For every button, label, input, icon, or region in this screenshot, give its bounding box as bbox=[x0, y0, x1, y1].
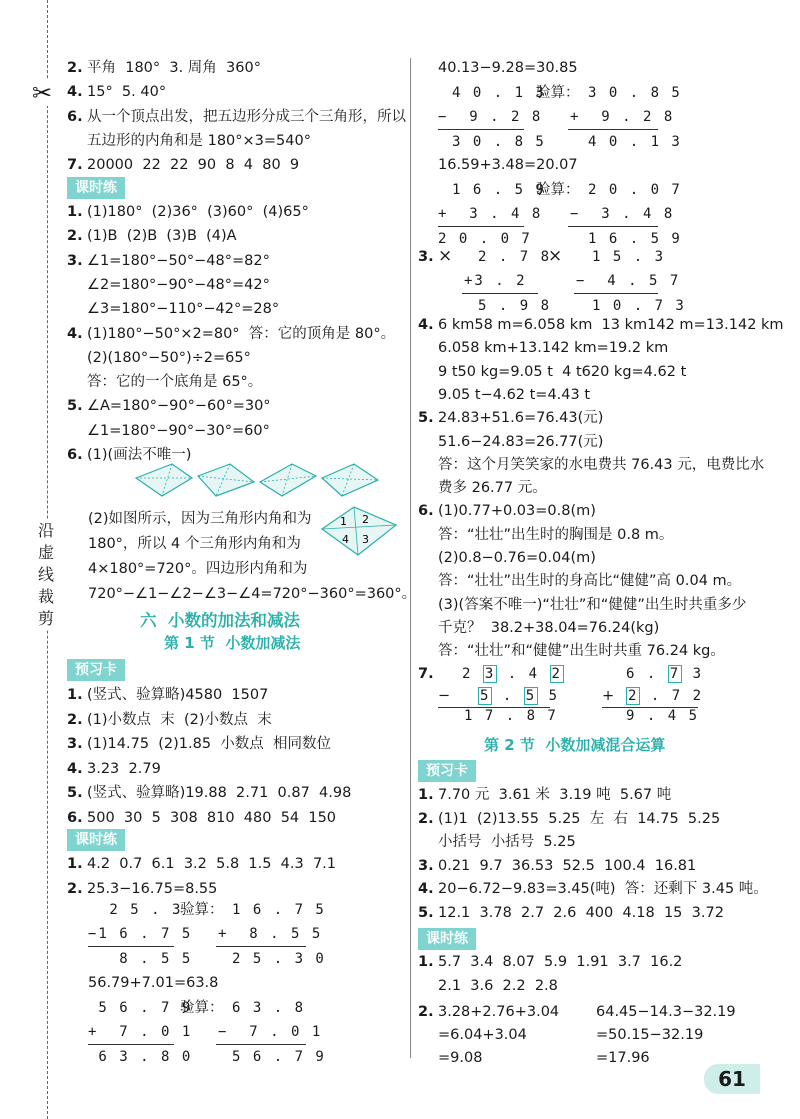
left-top-line: 15° 5. 40° bbox=[87, 84, 167, 101]
lesson1-line: (2)(180°−50°)÷2=65° bbox=[87, 349, 251, 366]
quadrilateral-figures bbox=[132, 458, 382, 502]
angle-label-4: 4 bbox=[342, 533, 349, 546]
lesson1-line: (1)180°−50°×2=80° 答：它的顶角是 80°。 bbox=[87, 325, 396, 342]
right-a-line: 9.05 t−4.62 t=4.43 t bbox=[438, 386, 591, 403]
q2-left-1: 3.28+2.76+3.04 bbox=[438, 1004, 560, 1020]
boxed-digit: 3 bbox=[484, 666, 496, 682]
q7-right-op: + bbox=[602, 688, 615, 704]
q6-part2-line-3: 4×180°=720°。四边形内角和为 bbox=[88, 561, 308, 577]
q7-right-res: 9 . 4 5 bbox=[626, 708, 700, 724]
chapter-title: 六 小数的加法和减法 bbox=[140, 611, 300, 630]
q7-right-row2 bbox=[626, 686, 703, 706]
tag-preview-2: 预习卡 bbox=[418, 760, 476, 782]
tag-preview-1: 预习卡 bbox=[67, 659, 125, 681]
q3-b1: +3 . 2 bbox=[464, 273, 527, 289]
v1-b: −1 6 . 7 5 bbox=[88, 926, 193, 942]
left-top-line: 20000 22 22 90 8 4 80 9 bbox=[87, 157, 300, 174]
page-number: 61 bbox=[704, 1064, 760, 1094]
v4-a: 1 6 . 5 9 bbox=[452, 182, 546, 198]
preview2-num: 3. bbox=[418, 857, 434, 874]
v2-cr: 5 6 . 7 9 bbox=[232, 1049, 326, 1065]
digit: . bbox=[650, 688, 662, 704]
v1-check: 验算： bbox=[180, 902, 224, 918]
eq-16-59: 16.59+3.48=20.07 bbox=[438, 157, 578, 173]
v4-check-line bbox=[568, 226, 658, 227]
left-top-line: 五边形的内角和是 180°×3=540° bbox=[87, 132, 311, 149]
v1-a: 2 5 . 3 bbox=[99, 902, 183, 918]
lesson1-line: ∠2=180°−90°−48°=42° bbox=[87, 276, 270, 293]
eq-56-79: 56.79+7.01=63.8 bbox=[88, 975, 219, 991]
boxed-digit: 5 bbox=[480, 688, 491, 704]
lesson1-line: (1)(画法不唯一) bbox=[87, 447, 192, 463]
digit: 6 bbox=[626, 666, 637, 682]
digit: . bbox=[507, 666, 519, 682]
v3-r: 3 0 . 8 5 bbox=[452, 134, 546, 150]
lesson1-line: 答：它的一个底角是 65°。 bbox=[87, 374, 263, 391]
right-a-line: (3)(答案不唯一)“壮壮”和“健健”出生时共重多少 bbox=[438, 596, 747, 613]
v3-line bbox=[438, 129, 524, 130]
angle-label-3: 3 bbox=[362, 533, 369, 546]
v1-line bbox=[88, 946, 174, 947]
v1-check-line bbox=[216, 946, 306, 947]
preview2-line: 0.21 9.7 36.53 52.5 100.4 16.81 bbox=[438, 857, 697, 874]
preview1-line: (1)14.75 (2)1.85 小数点 相同数位 bbox=[87, 736, 332, 752]
right-a-num: 4. bbox=[418, 317, 434, 333]
v4-b: + 3 . 4 8 bbox=[438, 206, 543, 222]
lesson1-line: (1)B (2)B (3)B (4)A bbox=[87, 228, 237, 245]
lesson1-line: (1)180° (2)36° (3)60° (4)65° bbox=[87, 204, 309, 220]
boxed-digit: 7 bbox=[669, 666, 681, 682]
digit: 3 bbox=[692, 666, 704, 682]
v2-a: 5 6 . 7 9 bbox=[88, 1000, 193, 1016]
preview1-line: (竖式、验算略)4580 1507 bbox=[87, 687, 269, 703]
q3-r2: 1 0 . 7 3 bbox=[592, 298, 686, 314]
q3-num: 3. bbox=[418, 249, 434, 265]
v1-cb: + 8 . 5 5 bbox=[218, 926, 323, 942]
q7-left-res: 1 7 . 8 7 bbox=[464, 708, 558, 724]
digit: . bbox=[502, 688, 514, 704]
q6-part2-line-4: 720°−∠1−∠2−∠3−∠4=720°−360°=360°。 bbox=[88, 586, 417, 602]
preview2-line: (1)1 (2)13.55 5.25 左 右 14.75 5.25 bbox=[438, 810, 721, 827]
v3-check: 验算： bbox=[536, 85, 580, 101]
v3-cr: 4 0 . 1 3 bbox=[588, 134, 682, 150]
preview1-line: 3.23 2.79 bbox=[87, 760, 161, 777]
right-a-line: 6 km58 m=6.058 km 13 km142 m=13.142 km bbox=[438, 317, 784, 333]
preview2-num: 4. bbox=[418, 881, 434, 897]
preview1-num: 3. bbox=[67, 736, 83, 752]
right-a-line: 答：这个月笑笑家的水电费共 76.43 元，电费比水 bbox=[438, 456, 765, 473]
eq-40-13: 40.13−9.28=30.85 bbox=[438, 60, 578, 76]
digit: 2 bbox=[462, 666, 473, 682]
q7-left-op: − bbox=[438, 688, 451, 704]
section-1-title: 第 1 节 小数加减法 bbox=[164, 634, 301, 652]
v4-ca: 2 0 . 0 7 bbox=[588, 182, 682, 198]
preview1-num: 4. bbox=[67, 760, 83, 777]
digit: 2 bbox=[692, 688, 704, 704]
preview2-num: 2. bbox=[418, 810, 434, 827]
q7-left-row1 bbox=[462, 664, 564, 684]
tag-lesson-practice-2: 课时练 bbox=[67, 829, 125, 851]
v3-check-line bbox=[568, 129, 658, 130]
q3-mark2: × bbox=[548, 246, 563, 266]
lesson2-num: 1. bbox=[67, 856, 83, 872]
preview2-line: 20−6.72−9.83=3.45(吨) 答：还剩下 3.45 吨。 bbox=[438, 881, 768, 897]
q2-right-2: =50.15−32.19 bbox=[596, 1027, 704, 1043]
q6-part2-line-1: (2)如图所示，因为三角形内角和为 bbox=[88, 511, 312, 527]
boxed-digit: 2 bbox=[551, 666, 562, 682]
preview1-num: 6. bbox=[67, 809, 83, 826]
right-a-line: 答：“壮壮”和“健健”出生时共重 76.24 kg。 bbox=[438, 643, 725, 660]
lesson1-num: 5. bbox=[67, 398, 83, 415]
right-a-line: (2)0.8−0.76=0.04(m) bbox=[438, 550, 596, 566]
lesson1-line: ∠1=180°−50°−48°=82° bbox=[87, 252, 270, 269]
v1-r: 8 . 5 5 bbox=[88, 951, 193, 967]
v2-check-line bbox=[216, 1044, 306, 1045]
digit: 5 bbox=[548, 688, 560, 704]
v1-cr: 2 5 . 3 0 bbox=[232, 951, 326, 967]
q3-a1: 2 . 7 8 bbox=[478, 249, 552, 265]
q3-mark1: × bbox=[438, 246, 453, 266]
left-top-num: 2. bbox=[67, 60, 83, 76]
lesson2-num: 2. bbox=[67, 880, 83, 897]
lesson2-line: 4.2 0.7 6.1 3.2 5.8 1.5 4.3 7.1 bbox=[87, 856, 337, 872]
right-a-line: (1)0.77+0.03=0.8(m) bbox=[438, 503, 596, 520]
right-a-line: 答：“壮壮”出生时的身高比“健健”高 0.04 m。 bbox=[438, 573, 742, 590]
v4-r: 2 0 . 0 7 bbox=[438, 231, 532, 247]
right-a-line: 6.058 km+13.142 km=19.2 km bbox=[438, 340, 669, 357]
preview2-num: 5. bbox=[418, 904, 434, 921]
lesson1-num: 1. bbox=[67, 204, 83, 220]
preview1-line: (1)小数点 末 (2)小数点 末 bbox=[87, 711, 272, 728]
right-a-num: 6. bbox=[418, 503, 434, 520]
lesson3-line: 2.1 3.6 2.2 2.8 bbox=[438, 978, 558, 994]
v4-cr: 1 6 . 5 9 bbox=[588, 231, 682, 247]
digit: 4 bbox=[528, 666, 540, 682]
right-a-line: 千克？ 38.2+38.04=76.24(kg) bbox=[438, 619, 660, 636]
v4-check: 验算： bbox=[536, 182, 580, 198]
tag-lesson-practice-1: 课时练 bbox=[67, 177, 125, 199]
v2-ca: 6 3 . 8 bbox=[232, 1000, 306, 1016]
v2-r: 6 3 . 8 0 bbox=[88, 1049, 193, 1065]
q7-num: 7. bbox=[418, 666, 434, 682]
q2-left-2: =6.04+3.04 bbox=[438, 1027, 527, 1043]
left-top-line: 平角 180° 3. 周角 360° bbox=[87, 60, 261, 76]
q3-a2: 1 5 . 3 bbox=[592, 249, 666, 265]
boxed-digit: 2 bbox=[628, 688, 639, 704]
preview2-line: 小括号 小括号 5.25 bbox=[438, 834, 576, 850]
q3-b2: − 4 . 5 7 bbox=[576, 273, 681, 289]
preview2-num: 1. bbox=[418, 787, 434, 803]
lesson1-num: 4. bbox=[67, 325, 83, 342]
v3-b: − 9 . 2 8 bbox=[438, 109, 543, 125]
q2-right-3: =17.96 bbox=[596, 1050, 650, 1066]
right-a-line: 51.6−24.83=26.77(元) bbox=[438, 433, 604, 450]
lesson2-line: 25.3−16.75=8.55 bbox=[87, 880, 218, 897]
v2-check: 验算： bbox=[180, 1000, 224, 1016]
quadrilateral-angle-figure bbox=[318, 503, 400, 559]
lesson1-line: ∠1=180°−90°−30°=60° bbox=[87, 422, 270, 439]
q3-r1: 5 . 9 8 bbox=[478, 298, 552, 314]
preview1-line: 500 30 5 308 810 480 54 150 bbox=[87, 809, 337, 826]
q2-left-3: =9.08 bbox=[438, 1050, 483, 1066]
tag-lesson-practice-3: 课时练 bbox=[418, 928, 476, 950]
q7-right-row1 bbox=[626, 664, 703, 684]
q7-left-row2 bbox=[478, 686, 559, 706]
preview2-line: 12.1 3.78 2.7 2.6 400 4.18 15 3.72 bbox=[438, 904, 724, 921]
lesson1-line: ∠3=180°−110°−42°=28° bbox=[87, 301, 280, 318]
angle-label-1: 1 bbox=[340, 515, 347, 528]
right-a-line: 24.83+51.6=76.43(元) bbox=[438, 410, 604, 427]
v4-line bbox=[438, 226, 524, 227]
section-2-title: 第 2 节 小数加减混合运算 bbox=[484, 736, 666, 754]
lesson1-line: ∠A=180°−90°−60°=30° bbox=[87, 398, 271, 415]
lesson1-num: 6. bbox=[67, 447, 83, 463]
right-a-line: 9 t50 kg=9.05 t 4 t620 kg=4.62 t bbox=[438, 363, 687, 380]
q3-line2 bbox=[574, 293, 658, 294]
v3-cb: + 9 . 2 8 bbox=[570, 109, 675, 125]
left-top-num: 4. bbox=[67, 84, 83, 101]
v2-cb: − 7 . 0 1 bbox=[218, 1024, 323, 1040]
right-a-line: 答：“壮壮”出生时的胸围是 0.8 m。 bbox=[438, 526, 674, 543]
digit: 7 bbox=[671, 688, 683, 704]
lesson3-line: 5.7 3.4 8.07 5.9 1.91 3.7 16.2 bbox=[438, 954, 683, 970]
left-top-num: 7. bbox=[67, 157, 83, 174]
preview1-num: 1. bbox=[67, 687, 83, 703]
left-top-line: 从一个顶点出发，把五边形分成三个三角形，所以 bbox=[87, 108, 406, 125]
q3-line1 bbox=[462, 293, 538, 294]
right-a-line: 费多 26.77 元。 bbox=[438, 480, 547, 497]
angle-label-2: 2 bbox=[362, 513, 369, 526]
left-top-num: 6. bbox=[67, 108, 83, 125]
preview2-line: 7.70 元 3.61 米 3.19 吨 5.67 吨 bbox=[438, 787, 672, 803]
digit: . bbox=[646, 666, 658, 682]
preview1-num: 5. bbox=[67, 785, 83, 801]
right-a-num: 5. bbox=[418, 410, 434, 427]
lesson1-num: 3. bbox=[67, 252, 83, 269]
v2-line bbox=[88, 1044, 174, 1045]
q2-num: 2. bbox=[418, 1004, 434, 1020]
q2-right-1: 64.45−14.3−32.19 bbox=[596, 1004, 736, 1020]
v3-ca: 3 0 . 8 5 bbox=[588, 85, 682, 101]
v4-cb: − 3 . 4 8 bbox=[570, 206, 675, 222]
scissors-icon: ✂ bbox=[32, 79, 53, 107]
column-divider bbox=[410, 58, 411, 1058]
preview1-line: (竖式、验算略)19.88 2.71 0.87 4.98 bbox=[87, 785, 352, 801]
lesson1-num: 2. bbox=[67, 228, 83, 245]
q6-part2-line-2: 180°，所以 4 个三角形内角和为 bbox=[88, 536, 301, 552]
boxed-digit: 5 bbox=[525, 688, 537, 704]
v2-b: + 7 . 0 1 bbox=[88, 1024, 193, 1040]
v1-ca: 1 6 . 7 5 bbox=[232, 902, 326, 918]
cut-label: 沿虚线裁剪 bbox=[33, 520, 59, 630]
v3-a: 4 0 . 1 3 bbox=[452, 85, 546, 101]
lesson3-num: 1. bbox=[418, 954, 434, 970]
preview1-num: 2. bbox=[67, 711, 83, 728]
